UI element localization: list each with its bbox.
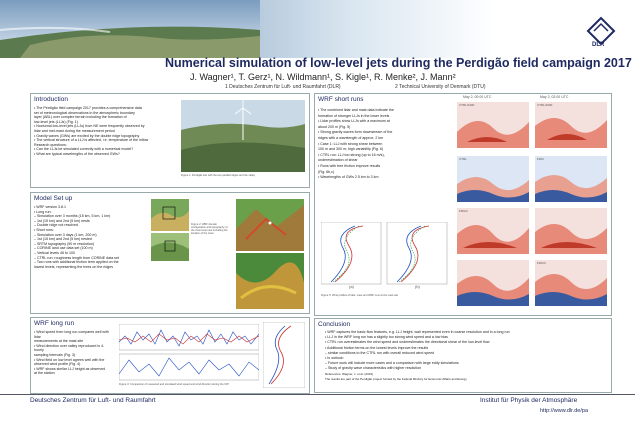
- profile-figure: [321, 222, 449, 292]
- panel-title-2: CTRL: [459, 157, 467, 161]
- header-banner: [0, 0, 635, 58]
- topography-map-1: [236, 199, 304, 251]
- model-line: • Short runs:: [34, 227, 54, 232]
- longrun-line: sampling intervals (Fig. 3): [34, 352, 76, 357]
- conclusion-line: • LLJ in the WRF long run has a slightly too strong wind speed and a low bias: [325, 335, 448, 340]
- model-line: – Simulation over 3 days (1 km, 200 m): [34, 232, 97, 237]
- model-setup-text: [34, 205, 146, 269]
- shortrun-line: ridges with a wavelength of approx. 2 km: [318, 135, 384, 140]
- domain-map-1: [151, 199, 189, 231]
- conclusion-box: [314, 318, 612, 393]
- conclusion-line: – Study of gravity wave characteristics with higher resolution: [325, 366, 422, 371]
- intro-line: • Gravity waves (GWs) are excited by the double ridge topography: [34, 133, 140, 138]
- conclusion-line: • CTRL run overestimates the wind speed and underestimates the directional shear of the low-level flow: [325, 340, 490, 345]
- model-line: • WRF version 3.8.1: [34, 205, 67, 209]
- cross-section-top: [457, 102, 607, 148]
- model-line: – 1st (15 km) and 2nd (5 km) nests: [34, 218, 90, 223]
- panel-time-right: May 2, 02:00 UTC: [540, 95, 569, 99]
- model-line: – CTRL run: roughness length from CORINE data set: [34, 255, 119, 260]
- long-run-heading: WRF long run: [34, 320, 75, 327]
- panel-a-label: (a): [349, 284, 354, 289]
- shortrun-line: • Lidar profiles show LLJs with a maximum at: [318, 119, 390, 124]
- panel-title-3: FRIC: [537, 157, 544, 161]
- shortrun-line: • The combined lidar and mast data indicate the: [318, 108, 394, 112]
- introduction-box: [30, 93, 310, 188]
- figure-5-caption: Figure 5: Wind profiles of lidar, mast and WRF runs at the mast site: [321, 294, 399, 297]
- model-line: – CORINE land use data set (100 m): [34, 246, 93, 251]
- footer-rule: [0, 394, 635, 395]
- affiliation-1: 1 Deutsches Zentrum für Luft- und Raumfahrt (DLR): [225, 84, 341, 90]
- intro-line: • Nocturnal low-level jets (LLJs) from NE were frequently observed by: [34, 124, 145, 129]
- intro-line: • The vertical structure of a LLJ is affected, i.e. temperature of the inflow: [34, 138, 149, 143]
- intro-line: set of meteorological observations in the atmospheric boundary: [34, 110, 135, 115]
- conclusion-acknowledgement: The results are part of the Perdigão project funded by the Federal Ministry for Economic Affairs and Energy: [325, 376, 467, 381]
- panel-time-left: May 2, 00:00 UTC: [463, 95, 492, 99]
- conclusion-text: [325, 330, 607, 382]
- earth-horizon-image: [0, 0, 635, 58]
- shortrun-line: • Strong gravity waves form downstream of the: [318, 130, 393, 135]
- model-line: lowest levels, representing the trees on the ridges: [34, 264, 114, 269]
- shortrun-line: formation of stronger LLJs in the lower levels: [318, 113, 390, 118]
- figure-2-caption: Figure 2: WRF domain configuration and topography of the innermost nest including the location of the mast: [191, 223, 228, 235]
- model-line: – SRTM topography (90 m resolution): [34, 241, 95, 246]
- poster-title: Numerical simulation of low-level jets during the Perdigão field campaign 2017: [165, 56, 632, 70]
- model-line: – Vertical levels 46 to 100: [34, 250, 75, 255]
- footer-url[interactable]: http://www.dlr.de/pa: [540, 408, 588, 414]
- shortrun-line: • Case 1: LLJ with strong shear between: [318, 141, 383, 146]
- cross-section-grid: [457, 156, 607, 306]
- panel-b-label: (b): [415, 284, 420, 289]
- shortrun-line: about 200 m (Fig. 5): [318, 124, 351, 129]
- longrun-line: • Wind field on low level agrees well with the: [34, 357, 105, 362]
- shortrun-line: • CTRL run: LLJ too strong (up to 16 m/s),: [318, 152, 385, 157]
- shortrun-line: underestimation of shear: [318, 158, 358, 163]
- longrun-line: • Wind speed from long run compares well with lidar: [34, 330, 109, 339]
- model-line: – Two runs with additional friction term applied on the: [34, 260, 119, 265]
- conclusion-line: – similar conditions to the CTRL run with overall reduced wind speed: [325, 350, 435, 355]
- footer-right: Institut für Physik der Atmosphäre: [480, 397, 578, 404]
- conclusion-line: – Future work will include more cases and a comparison with large eddy simulations: [325, 361, 459, 366]
- panel-title-4: FRIC2: [459, 209, 468, 213]
- long-run-profile: [263, 322, 305, 388]
- figure-3-caption: Figure 3: Comparison of measured and simulated wind speed and wind direction during the IOP: [119, 383, 229, 386]
- longrun-line: observed wind profile (Fig. 4): [34, 362, 81, 367]
- dlr-logo: [584, 14, 618, 48]
- long-run-text: [34, 330, 114, 376]
- model-setup-box: [30, 192, 310, 314]
- long-run-box: [30, 317, 310, 394]
- intro-line: low-level jets (LLJs) (Fig. 1): [34, 119, 78, 124]
- introduction-heading: Introduction: [34, 96, 68, 103]
- intro-line: • Can the LLJs be simulated correctly with a numerical model?: [34, 147, 134, 152]
- site-photo: [181, 100, 305, 172]
- affiliation-2: 2 Technical University of Denmark (DTU): [395, 84, 486, 90]
- shortrun-line: (Fig. 6b,c): [318, 169, 335, 174]
- panel-title-1: CTRL/1000: [537, 103, 553, 107]
- conclusion-line: • Additional friction terms on the lowest levels improve the results: [325, 345, 429, 350]
- intro-line: lidar and met-mast during the measurement period: [34, 128, 115, 133]
- intro-line: Research questions:: [34, 142, 67, 147]
- conclusion-line: • In outlook:: [325, 356, 344, 361]
- domain-map-2: [151, 233, 189, 261]
- panel-title-0: CTRL/1200: [459, 103, 475, 107]
- model-line: • Long run:: [34, 209, 52, 214]
- conclusion-heading: Conclusion: [318, 321, 351, 328]
- short-runs-box: [314, 93, 612, 316]
- conclusion-reference: References: Wagner, J. et al. (2019): [325, 371, 374, 376]
- short-runs-text: [318, 108, 448, 181]
- long-run-timeseries: [119, 324, 259, 382]
- longrun-line: • Wind direction over valley reproduced in 4-hourly: [34, 343, 105, 353]
- footer-left: Deutsches Zentrum für Luft- und Raumfahrt: [30, 397, 156, 404]
- model-line: – Simulation over 3 months (15 km, 5 km, 1 km): [34, 214, 111, 219]
- figure-1-caption: Figure 1: Perdigão site with the two parallel ridges and the valley: [181, 174, 256, 177]
- logo-text: DLR: [592, 42, 605, 48]
- longrun-line: • WRF shows similar LLJ height as observed: [34, 366, 106, 371]
- shortrun-line: • Runs with tree friction improve results: [318, 163, 381, 168]
- intro-line: • The Perdigão field campaign 2017 provides a comprehensive data: [34, 106, 142, 110]
- shortrun-line: 100 m and 300 m; high variability (Fig. 6): [318, 147, 384, 152]
- intro-line: layer (ABL) over complex terrain including the formation of: [34, 115, 127, 120]
- conclusion-line: • WRF captures the basic flow features, e.g. LLJ height, wall represented even in coarse resolution and in a long run: [325, 330, 510, 334]
- model-line: – 1st (15 km) and 2nd (5 km) nested: [34, 237, 92, 242]
- longrun-line: measurements at the mast site: [34, 339, 84, 344]
- model-line: – Double ridge not resolved: [34, 223, 78, 228]
- intro-line: • What are typical wavelengths of the observed GWs?: [34, 151, 120, 156]
- panel-title-5: FRIC3: [537, 261, 546, 265]
- authors: J. Wagner¹, T. Gerz¹, N. Wildmann¹, S. Kigle¹, R. Menke², J. Mann²: [190, 72, 456, 82]
- model-setup-heading: Model Set up: [34, 195, 73, 202]
- short-runs-heading: WRF short runs: [318, 96, 364, 103]
- introduction-text: [34, 106, 174, 157]
- topography-map-2: [236, 253, 304, 309]
- longrun-line: at the station: [34, 371, 55, 376]
- shortrun-line: • Wavelengths of GWs 2.5 km to 3 km: [318, 175, 379, 180]
